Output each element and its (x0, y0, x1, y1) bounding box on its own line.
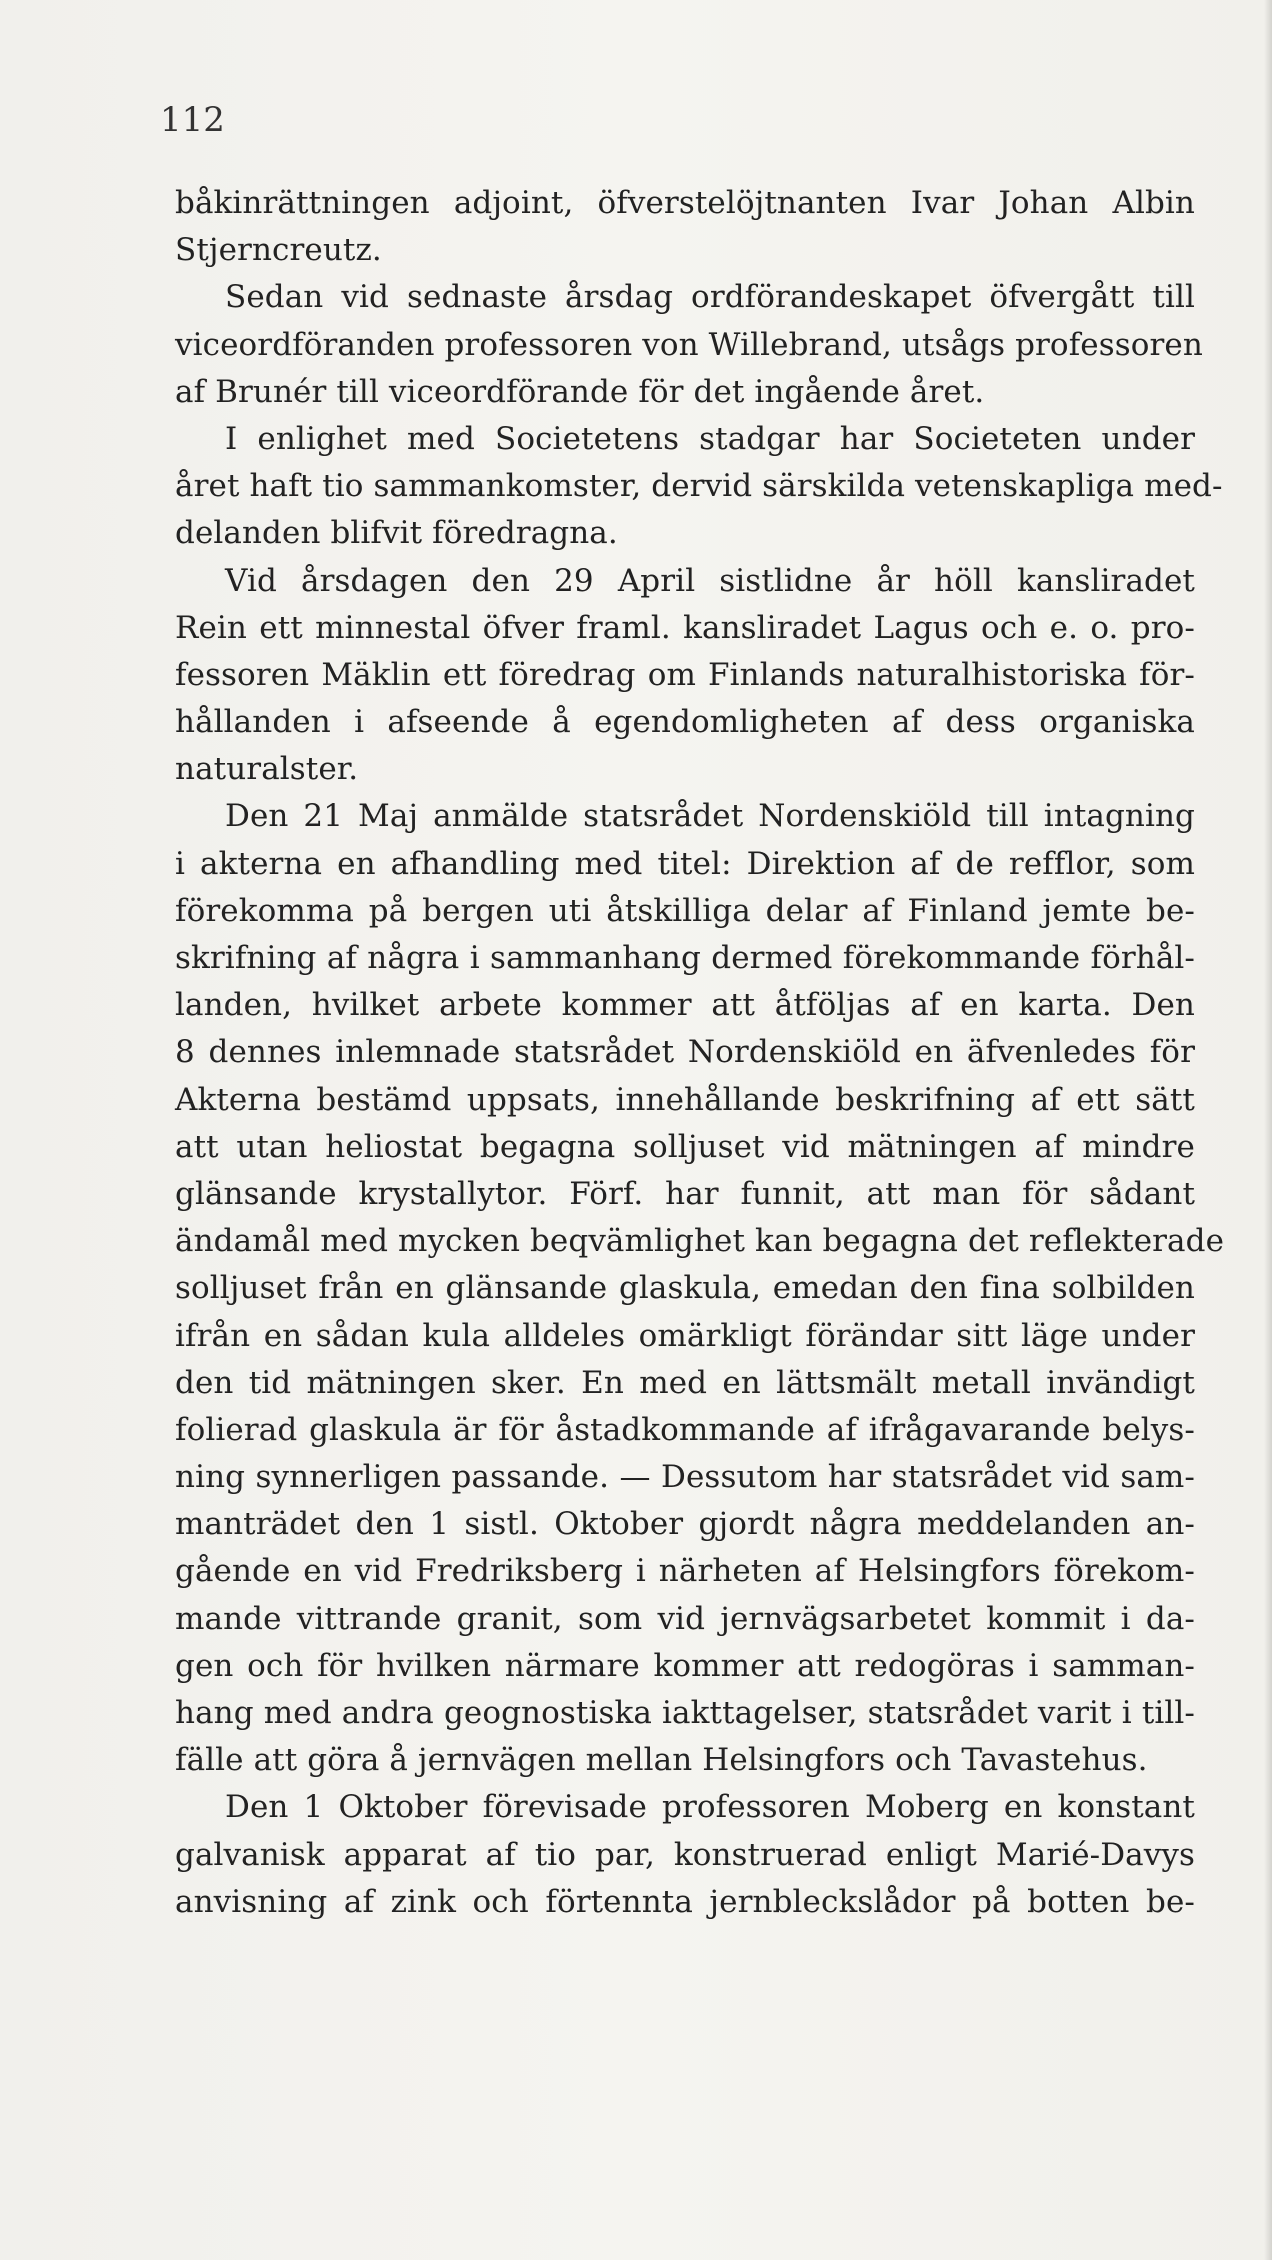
text-line: viceordföranden professoren von Willebrand, utsågs professoren (175, 326, 1203, 363)
text-line: året haft tio sammankomster, dervid särskilda vetenskapliga med- (175, 468, 1223, 505)
text-line: 8 dennes inlemnade statsrådet Nordenskiöld en äfvenledes för (175, 1034, 1195, 1071)
page-edge-shadow (1264, 0, 1272, 2260)
text-line: solljuset från en glänsande glaskula, emedan den fina solbilden (175, 1270, 1195, 1307)
text-line: skrifning af några i sammanhang dermed förekommande förhål- (175, 940, 1195, 976)
text-line: Stjerncreutz. (175, 232, 382, 269)
text-line: glänsande krystallytor. Förf. har funnit, att man för sådant (175, 1175, 1195, 1212)
text-line: anvisning af zink och förtennta jernbleckslådor på botten be- (175, 1883, 1195, 1920)
text-line: Den 1 Oktober förevisade professoren Moberg en konstant (225, 1789, 1195, 1826)
body-text (175, 180, 1225, 1926)
text-line: folierad glaskula är för åstadkommande af ifrågavarande belys- (175, 1411, 1195, 1448)
text-line: fessoren Mäklin ett föredrag om Finlands naturalhistoriska för- (175, 656, 1195, 693)
text-line: båkinrättningen adjoint, öfverstelöjtnanten Ivar Johan Albin (175, 185, 1195, 221)
text-line: landen, hvilket arbete kommer att åtföljas af en karta. Den (175, 987, 1195, 1024)
text-line: hang med andra geognostiska iakttagelser, statsrådet varit i till- (175, 1695, 1195, 1731)
text-line: af Brunér till viceordförande för det ingående året. (175, 373, 985, 410)
text-line: ändamål med mycken beqvämlighet kan begagna det reflekterade (175, 1223, 1225, 1260)
text-line: galvanisk apparat af tio par, konstruerad enligt Marié-Davys (175, 1836, 1195, 1873)
text-line: I enlighet med Societetens stadgar har Societeten under (225, 420, 1195, 457)
text-line: gående en vid Fredriksberg i närheten af Helsingfors förekom- (175, 1553, 1195, 1590)
text-line: delanden blifvit föredragna. (175, 515, 618, 552)
text-line: Akterna bestämd uppsats, innehållande beskrifning af ett sätt (175, 1081, 1195, 1118)
text-line: fälle att göra å jernvägen mellan Helsingfors och Tavastehus. (175, 1742, 1148, 1779)
text-line: att utan heliostat begagna solljuset vid mätningen af mindre (175, 1128, 1195, 1165)
text-line: den tid mätningen sker. En med en lättsmält metall invändigt (175, 1364, 1195, 1401)
text-line: Den 21 Maj anmälde statsrådet Nordenskiöld till intagning (225, 798, 1195, 835)
text-line: ifrån en sådan kula alldeles omärkligt förändar sitt läge under (175, 1317, 1195, 1354)
text-line: ning synnerligen passande. — Dessutom har statsrådet vid sam- (175, 1459, 1195, 1496)
page-number: 112 (160, 100, 225, 140)
text-line: hållanden i afseende å egendomligheten af dess organiska (175, 704, 1195, 741)
text-line: Rein ett minnestal öfver framl. kansliradet Lagus och e. o. pro- (175, 609, 1195, 646)
text-line: Sedan vid sednaste årsdag ordförandeskapet öfvergått till (225, 279, 1195, 316)
text-line: gen och för hvilken närmare kommer att redogöras i samman- (175, 1647, 1195, 1684)
text-line: förekomma på bergen uti åtskilliga delar af Finland jemte be- (175, 892, 1195, 929)
text-line: i akterna en afhandling med titel: Direktion af de refflor, som (175, 845, 1195, 882)
text-line: mande vittrande granit, som vid jernvägsarbetet kommit i da- (175, 1600, 1195, 1637)
text-line: manträdet den 1 sistl. Oktober gjordt några meddelanden an- (175, 1506, 1195, 1543)
text-line: naturalster. (175, 751, 359, 788)
text-line: Vid årsdagen den 29 April sistlidne år höll kansliradet (225, 562, 1195, 599)
